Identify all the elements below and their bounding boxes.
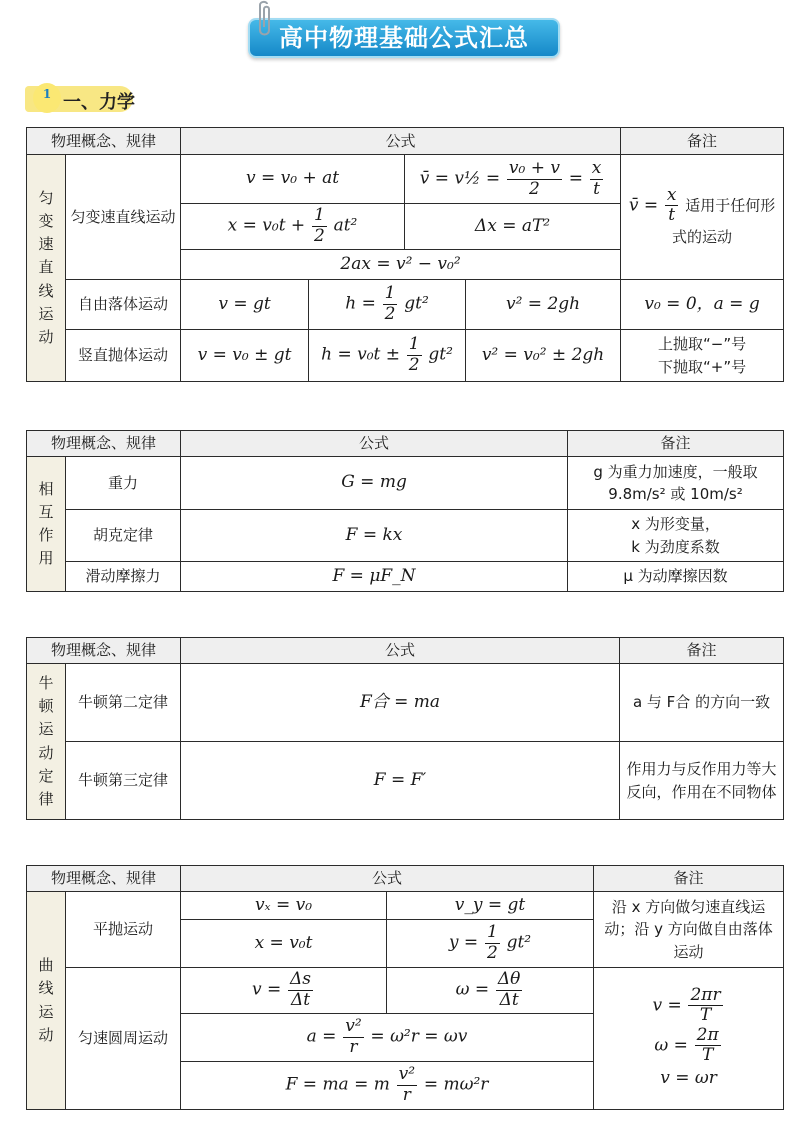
- table-row: [27, 510, 784, 562]
- header-note: 备注: [568, 431, 784, 457]
- fraction: $\frac{2\pi}{T}$: [696, 1024, 719, 1066]
- table-header-row: [27, 431, 784, 457]
- concept-label: 平抛运动: [66, 892, 181, 968]
- page-title: 高中物理基础公式汇总: [279, 24, 529, 52]
- table-row: [27, 280, 784, 330]
- formula-cell: v̄ = v½ = $\frac{\text{v₀ + v}}{2}$ = $\frac{x}{t}$: [405, 155, 621, 204]
- header-concept: 物理概念、规律: [27, 866, 181, 892]
- fraction: $\frac{x}{t}$: [666, 184, 677, 226]
- section-tag: [25, 80, 135, 114]
- formula-cell: v_y = gt: [387, 892, 594, 920]
- fraction: $\frac{\text{v²}}{r}$: [398, 1064, 416, 1105]
- table-row: [27, 664, 784, 742]
- table-row: [27, 155, 784, 204]
- fraction: $\frac{x}{t}$: [591, 157, 602, 199]
- section-title: 一、力学: [63, 92, 135, 113]
- header-formula: 公式: [181, 128, 621, 155]
- note-cell: a 与 F合 的方向一致: [620, 664, 784, 742]
- table-row: [27, 457, 784, 510]
- note-cell: x 为形变量， k 为劲度系数: [568, 510, 784, 562]
- note-cell: μ 为动摩擦因数: [568, 562, 784, 592]
- header-formula: 公式: [181, 866, 594, 892]
- header-note: 备注: [621, 128, 784, 155]
- formula-cell: v = v₀ ± gt: [181, 330, 309, 382]
- formula-cell: x = v₀t + $\frac{1}{2}$ at²: [181, 204, 405, 250]
- table-header-row: [27, 128, 784, 155]
- concept-label: 匀速圆周运动: [66, 968, 181, 1110]
- header-formula: 公式: [181, 638, 620, 664]
- fraction: $\frac{\text{v²}}{r}$: [345, 1016, 362, 1057]
- fraction: $\frac{1}{2}$: [313, 205, 325, 246]
- header-concept: 物理概念、规律: [27, 128, 181, 155]
- formula-cell: v = $\frac{\Delta s}{\Delta t}$: [181, 968, 387, 1014]
- header-note: 备注: [620, 638, 784, 664]
- formula-cell: 2ax = v² − v₀²: [181, 250, 621, 280]
- group-label: 牛顿运动定律: [27, 664, 66, 820]
- section-number: 1: [42, 87, 52, 101]
- header-note: 备注: [594, 866, 784, 892]
- formula-cell: F = kx: [181, 510, 568, 562]
- fraction: $\frac{\Delta\theta}{\Delta t}$: [497, 969, 521, 1010]
- formula-cell: G = mg: [181, 457, 568, 510]
- table-row: [27, 562, 784, 592]
- table-header-row: [27, 866, 784, 892]
- concept-label: 滑动摩擦力: [66, 562, 181, 592]
- fraction: $\frac{1}{2}$: [408, 334, 420, 375]
- concept-label: 匀变速直线运动: [66, 155, 181, 280]
- group-label: 相互作用: [27, 457, 66, 592]
- table-newton-laws: [26, 637, 784, 820]
- paperclip-icon: [255, 0, 273, 38]
- table-header-row: [27, 638, 784, 664]
- fraction: $\frac{1}{2}$: [384, 283, 396, 324]
- note-cell: v = $\frac{2\pi r}{T}$ ω = $\frac{2\pi}{T}$ v = ωr: [594, 968, 784, 1110]
- formula-cell: F = ma = m $\frac{\text{v²}}{r}$ = mω²r: [181, 1062, 594, 1110]
- fraction: $\frac{1}{2}$: [486, 922, 498, 963]
- note-cell: 沿 x 方向做匀速直线运动；沿 y 方向做自由落体运动: [594, 892, 784, 968]
- header-formula: 公式: [181, 431, 568, 457]
- note-cell: v̄ = $\frac{x}{t}$ 适用于任何形式的运动: [621, 155, 784, 280]
- concept-label: 牛顿第三定律: [66, 742, 181, 820]
- fraction: $\frac{\text{v₀ + v}}{2}$: [508, 157, 560, 199]
- concept-label: 重力: [66, 457, 181, 510]
- table-interaction: [26, 430, 784, 592]
- formula-cell: Δx = aT²: [405, 204, 621, 250]
- formula-cell: F = μF_N: [181, 562, 568, 592]
- formula-cell: v = gt: [181, 280, 309, 330]
- table-curved-motion: [26, 865, 784, 1110]
- fraction: $\frac{2\pi r}{T}$: [690, 984, 721, 1026]
- formula-cell: F = F′: [181, 742, 620, 820]
- fraction: $\frac{\Delta s}{\Delta t}$: [290, 969, 312, 1010]
- group-label: 匀变速直线运动: [27, 155, 66, 382]
- formula-cell: v² = 2gh: [466, 280, 621, 330]
- formula-cell: h = $\frac{1}{2}$ gt²: [309, 280, 466, 330]
- concept-label: 胡克定律: [66, 510, 181, 562]
- concept-label: 竖直抛体运动: [66, 330, 181, 382]
- concept-label: 自由落体运动: [66, 280, 181, 330]
- table-row: [27, 330, 784, 382]
- formula-cell: ω = $\frac{\Delta\theta}{\Delta t}$: [387, 968, 594, 1014]
- formula-cell: F合 = ma: [181, 664, 620, 742]
- table-row: [27, 742, 784, 820]
- formula-cell: v = v₀ + at: [181, 155, 405, 204]
- formula-cell: h = v₀t ± $\frac{1}{2}$ gt²: [309, 330, 466, 382]
- table-row: [27, 968, 784, 1014]
- note-cell: v₀ = 0，a = g: [621, 280, 784, 330]
- header-concept: 物理概念、规律: [27, 638, 181, 664]
- note-cell: 作用力与反作用力等大反向，作用在不同物体: [620, 742, 784, 820]
- formula-cell: y = $\frac{1}{2}$ gt²: [387, 920, 594, 968]
- formula-cell: v² = v₀² ± 2gh: [466, 330, 621, 382]
- concept-label: 牛顿第二定律: [66, 664, 181, 742]
- note-cell: g 为重力加速度，一般取 9.8m/s² 或 10m/s²: [568, 457, 784, 510]
- formula-cell: vₓ = v₀: [181, 892, 387, 920]
- table-uniform-motion: [26, 127, 784, 382]
- group-label: 曲线运动: [27, 892, 66, 1110]
- header-concept: 物理概念、规律: [27, 431, 181, 457]
- title-banner: [248, 12, 560, 62]
- formula-cell: x = v₀t: [181, 920, 387, 968]
- note-cell: 上抛取“−”号 下抛取“+”号: [621, 330, 784, 382]
- formula-cell: a = $\frac{\text{v²}}{r}$ = ω²r = ωv: [181, 1014, 594, 1062]
- table-row: [27, 892, 784, 920]
